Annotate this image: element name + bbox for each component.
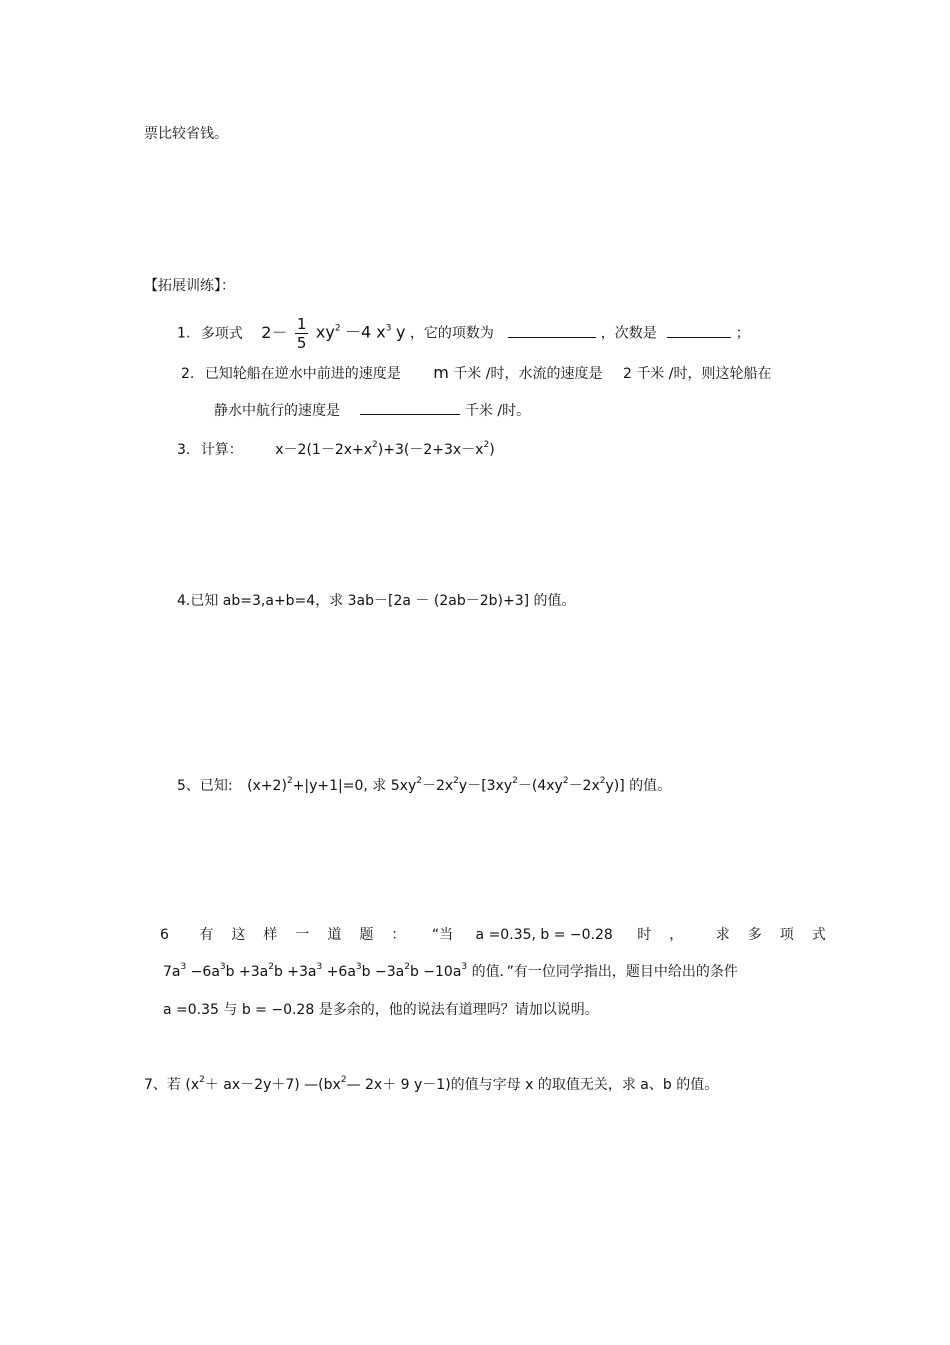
q5-e: －(4xy (517, 778, 563, 794)
q5-d: y－[3xy (458, 778, 513, 794)
q6-line1-c: “当 (431, 927, 454, 943)
q1-lead: 多项式 (200, 325, 243, 342)
q6-l2-t4: +3a (238, 964, 269, 980)
q1-frac-den: 5 (296, 334, 307, 352)
question-7 (144, 1075, 718, 1095)
q6-l2-e9: 3 (461, 962, 468, 972)
q7-c: — 2x＋ 9 y－1)的值与字母 x 的取值无关，求 a、b 的值。 (346, 1077, 719, 1093)
q1-expr-a: 2－ (261, 322, 288, 342)
q1-text2: ，次数是 (600, 325, 657, 342)
q5-a: (x+2) (247, 778, 287, 794)
q3-expr-c: ) (489, 442, 495, 458)
q7-a: 7、若 (x (144, 1077, 200, 1093)
q6-number: 6 (160, 927, 169, 943)
q6-line1-d: a =0.35, b = −0.28 (475, 927, 613, 943)
q6-l2-t2: −6a (186, 964, 220, 980)
q1-expr-d: y (395, 322, 406, 342)
question-5 (177, 776, 671, 796)
q6-line1-f: 求多项式 (715, 927, 844, 943)
q5-e2: 2 (416, 776, 422, 786)
question-4: 4.已知 ab=3,a+b=4，求 3ab－[2a － (2ab－2b)+3] 的值。 (177, 593, 576, 609)
question-6-line2 (163, 962, 738, 982)
q5-b: +|y+1|=0, 求 5xy (292, 778, 417, 794)
q1-number: 1. (177, 325, 191, 342)
q6-l2-t7: +6a (322, 964, 356, 980)
q2-line2-a: 静水中航行的速度是 (214, 403, 340, 419)
q1-text1: ，它的项数为 (409, 325, 494, 342)
question-1 (177, 315, 750, 352)
q5-lead: 5、已知: (177, 778, 233, 794)
q6-l2-t6: +3a (287, 964, 317, 980)
q3-exp2: 2 (483, 440, 490, 450)
q6-line1-b: 有这样一道题： (199, 927, 424, 943)
q2-line1-a: 已知轮船在逆水中前进的速度是 (204, 366, 401, 382)
q2-var-m: m (433, 363, 449, 382)
q2-line1-c: 千米 /时，则这轮船在 (636, 366, 772, 382)
question-2-line2 (214, 400, 530, 421)
q3-expr-a: x－2(1－2x+x (275, 442, 373, 458)
q6-l2-e1: 3 (180, 962, 187, 972)
q5-e6: 2 (599, 776, 606, 786)
q3-expr-b: )+3(－2+3x－x (377, 442, 484, 458)
q6-l2-t9: b −10a (409, 964, 462, 980)
q7-b: ＋ ax－2y＋7) —(bx (204, 1077, 341, 1093)
q1-blank-degree[interactable] (667, 323, 731, 338)
q6-l2-t5: b (273, 964, 288, 980)
q5-e3: 2 (453, 776, 459, 786)
question-2-line1 (181, 363, 771, 384)
q1-expr-b: xy (315, 322, 335, 342)
q5-e4: 2 (512, 776, 518, 786)
question-3 (177, 440, 495, 460)
q5-c: －2x (421, 778, 454, 794)
q5-e5: 2 (562, 776, 569, 786)
q2-number: 2. (181, 366, 195, 382)
q7-e2: 2 (340, 1075, 347, 1085)
q6-l2-e7: 3 (355, 962, 362, 972)
q1-frac-num: 1 (296, 315, 307, 333)
question-6-line3: a =0.35 与 b = −0.28 是多余的，他的说法有道理吗？请加以说明。 (163, 1002, 599, 1018)
q6-l2-t10: 的值．”有一位同学指出，题目中给出的条件 (467, 964, 738, 980)
q2-line2-b: 千米 /时。 (464, 403, 531, 419)
q1-expr-c: －4 x (345, 322, 386, 342)
q6-l2-e2: 3 (219, 962, 226, 972)
q5-f: －2x (568, 778, 600, 794)
q6-l2-e4: 2 (268, 962, 274, 972)
q3-number: 3. (177, 442, 191, 458)
section-title: 【拓展训练】： (144, 278, 235, 294)
top-text: 票比较省钱。 (144, 126, 228, 142)
q6-l2-e8: 2 (404, 962, 410, 972)
q6-line1-e: 时， (637, 927, 702, 943)
q3-lead: 计算： (200, 442, 243, 458)
q2-line1-b: 千米 /时，水流的速度是 (453, 366, 603, 382)
q5-e1: 2 (286, 776, 293, 786)
q3-exp1: 2 (372, 440, 378, 450)
q1-exp1: 2 (334, 323, 341, 334)
q6-l2-t1: 7a (163, 964, 181, 980)
q1-exp2: 3 (385, 323, 392, 334)
q6-l2-t8: b −3a (361, 964, 405, 980)
q1-text3: ； (735, 325, 750, 342)
q6-l2-t3: b (225, 964, 239, 980)
q2-num2: 2 (622, 366, 632, 382)
q5-g: y)] 的值。 (605, 778, 672, 794)
q1-blank-terms[interactable] (508, 323, 596, 338)
q1-fraction (295, 315, 309, 352)
question-6-line1 (160, 925, 844, 945)
q6-l2-e6: 3 (316, 962, 323, 972)
q7-e1: 2 (199, 1075, 205, 1085)
q2-blank-speed[interactable] (360, 400, 460, 415)
